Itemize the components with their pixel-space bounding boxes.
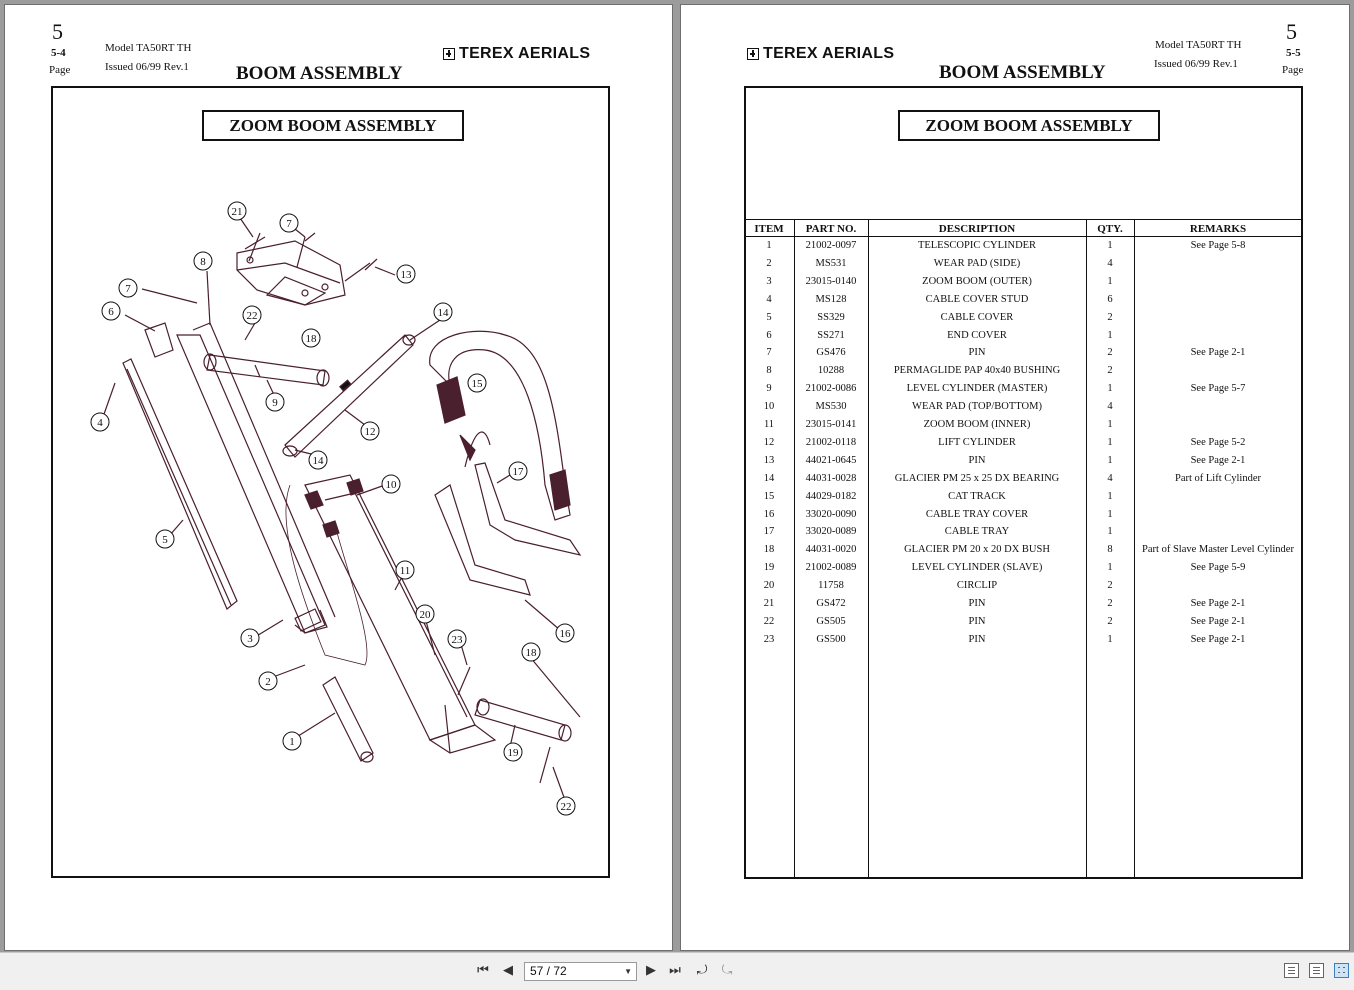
diagram-lines bbox=[103, 218, 580, 800]
cell-description: LIFT CYLINDER bbox=[938, 436, 1016, 448]
svg-text:13: 13 bbox=[400, 269, 412, 281]
cell-part-no: 44031-0020 bbox=[805, 544, 857, 556]
cell-remarks: See Page 5-2 bbox=[1190, 436, 1246, 448]
drawing-title-box: ZOOM BOOM ASSEMBLY bbox=[202, 110, 464, 141]
cell-item: 3 bbox=[766, 275, 772, 287]
cell-description: CABLE TRAY COVER bbox=[925, 508, 1029, 520]
callout-7b bbox=[119, 279, 137, 297]
single-page-view-button[interactable] bbox=[1284, 963, 1299, 978]
callout-18b bbox=[522, 643, 540, 661]
cell-qty: 2 bbox=[1107, 598, 1113, 609]
rotate-counterclockwise-button[interactable]: ⤿ bbox=[721, 963, 733, 978]
svg-text:3: 3 bbox=[247, 633, 253, 645]
brand-logo: TEREX AERIALS bbox=[747, 45, 894, 63]
cell-item: 13 bbox=[763, 454, 775, 466]
cell-qty: 1 bbox=[1107, 383, 1113, 395]
lift-cylinder bbox=[285, 335, 413, 457]
callout-21 bbox=[228, 202, 246, 220]
header-item: ITEM bbox=[754, 223, 784, 235]
callout-8 bbox=[194, 252, 212, 270]
cell-description: GLACIER PM 25 x 25 DX BEARING bbox=[894, 472, 1060, 484]
page-number: 5-4 bbox=[51, 47, 66, 59]
cell-description: CABLE TRAY bbox=[944, 526, 1010, 538]
cell-part-no: GS472 bbox=[816, 598, 846, 609]
cell-remarks: See Page 2-1 bbox=[1190, 347, 1246, 359]
page-word: Page bbox=[49, 64, 71, 76]
cell-qty: 1 bbox=[1107, 508, 1113, 520]
callout-22b bbox=[557, 797, 575, 815]
cell-part-no: MS530 bbox=[815, 401, 847, 413]
cell-description: ZOOM BOOM (OUTER) bbox=[922, 275, 1032, 287]
table-row bbox=[744, 470, 1302, 488]
cell-qty: 1 bbox=[1107, 275, 1113, 287]
terex-logo-icon bbox=[747, 48, 759, 60]
cell-qty: 1 bbox=[1107, 419, 1113, 430]
callout-15 bbox=[468, 374, 486, 392]
cell-part-no: GS500 bbox=[816, 633, 846, 645]
brand-logo: TEREX AERIALS bbox=[443, 45, 590, 63]
svg-text:18: 18 bbox=[305, 333, 317, 345]
issued-label: Issued 06/99 Rev.1 bbox=[1154, 58, 1238, 70]
table-row bbox=[744, 327, 1302, 345]
svg-text:10: 10 bbox=[385, 479, 397, 491]
callout-7 bbox=[280, 214, 298, 232]
cell-qty: 8 bbox=[1107, 544, 1113, 556]
callout-18 bbox=[302, 329, 320, 347]
cell-part-no: GS476 bbox=[816, 347, 846, 359]
cell-qty: 2 bbox=[1107, 311, 1113, 323]
cell-part-no: 23015-0141 bbox=[805, 419, 857, 430]
cell-remarks: Part of Lift Cylinder bbox=[1174, 472, 1262, 484]
cell-item: 8 bbox=[766, 365, 772, 377]
cell-part-no: 10288 bbox=[817, 365, 845, 377]
cell-part-no: MS531 bbox=[815, 257, 847, 269]
table-row bbox=[744, 613, 1302, 631]
cat-track bbox=[430, 331, 570, 520]
cell-part-no: 21002-0118 bbox=[805, 436, 857, 448]
svg-text:1: 1 bbox=[289, 736, 295, 748]
cell-qty: 4 bbox=[1107, 472, 1113, 484]
cell-part-no: SS329 bbox=[817, 311, 845, 323]
table-row bbox=[744, 559, 1302, 577]
callout-5 bbox=[156, 530, 174, 548]
cell-description: CAT TRACK bbox=[948, 490, 1006, 502]
navigation-toolbar bbox=[0, 952, 1354, 990]
header-qty: QTY. bbox=[1097, 223, 1123, 235]
page-number-input[interactable] bbox=[524, 962, 637, 981]
svg-text:11: 11 bbox=[399, 565, 411, 577]
svg-text:21: 21 bbox=[231, 206, 243, 218]
svg-text:17: 17 bbox=[512, 466, 524, 478]
cell-qty: 2 bbox=[1107, 580, 1113, 592]
table-row bbox=[744, 631, 1302, 649]
table-row bbox=[744, 237, 1302, 255]
cell-qty: 4 bbox=[1107, 401, 1113, 413]
section-title: BOOM ASSEMBLY bbox=[939, 62, 1106, 83]
cell-part-no: 11758 bbox=[818, 580, 844, 592]
cell-part-no: 23015-0140 bbox=[805, 275, 857, 287]
svg-text:7: 7 bbox=[286, 218, 292, 230]
cell-description: PIN bbox=[968, 454, 986, 466]
table-row bbox=[744, 344, 1302, 362]
header-part-no: PART NO. bbox=[805, 223, 857, 235]
cell-qty: 1 bbox=[1107, 562, 1113, 574]
cell-part-no: 44029-0182 bbox=[805, 490, 857, 502]
callout-6 bbox=[102, 302, 120, 320]
cell-remarks: Part of Slave Master Level Cylinder bbox=[1142, 544, 1294, 556]
callout-23 bbox=[448, 630, 466, 648]
callout-11 bbox=[396, 561, 414, 579]
cell-remarks: See Page 5-9 bbox=[1190, 562, 1246, 574]
cell-description: WEAR PAD (TOP/BOTTOM) bbox=[912, 401, 1042, 413]
cell-item: 17 bbox=[763, 526, 775, 538]
pdf-page-left bbox=[4, 4, 673, 951]
exploded-parts-diagram bbox=[5, 5, 673, 951]
svg-text:5: 5 bbox=[162, 534, 168, 546]
svg-text:7: 7 bbox=[125, 283, 131, 295]
svg-text:12: 12 bbox=[364, 426, 376, 438]
cell-qty: 1 bbox=[1107, 490, 1113, 502]
cell-item: 6 bbox=[766, 329, 772, 341]
cell-item: 2 bbox=[766, 257, 772, 269]
cell-description: PIN bbox=[968, 347, 986, 359]
cell-item: 7 bbox=[766, 347, 772, 359]
cell-item: 1 bbox=[766, 240, 772, 251]
table-row bbox=[744, 309, 1302, 327]
two-page-view-button[interactable] bbox=[1334, 963, 1349, 978]
cell-part-no: 44021-0645 bbox=[805, 454, 857, 466]
last-page-button[interactable]: ⏭ bbox=[669, 963, 681, 978]
rotate-clockwise-button[interactable]: ⤾ bbox=[696, 963, 708, 978]
cable-cover bbox=[123, 359, 237, 609]
telescopic-cylinder bbox=[323, 677, 373, 761]
cell-item: 15 bbox=[763, 490, 775, 502]
table-row bbox=[744, 523, 1302, 541]
callout-14b bbox=[309, 451, 327, 469]
cell-item: 10 bbox=[763, 401, 775, 413]
callout-22 bbox=[243, 306, 261, 324]
table-row bbox=[744, 506, 1302, 524]
model-label: Model TA50RT TH bbox=[105, 42, 192, 54]
callout-3 bbox=[241, 629, 259, 647]
callout-4 bbox=[91, 413, 109, 431]
cell-part-no: 44031-0028 bbox=[805, 472, 857, 484]
cell-description: WEAR PAD (SIDE) bbox=[933, 257, 1021, 269]
svg-text:22: 22 bbox=[246, 310, 258, 322]
svg-text:15: 15 bbox=[471, 378, 483, 390]
cell-qty: 1 bbox=[1107, 329, 1113, 341]
previous-page-button[interactable]: ◀ bbox=[503, 963, 513, 978]
cell-qty: 1 bbox=[1107, 454, 1113, 466]
cell-remarks: See Page 2-1 bbox=[1190, 454, 1246, 466]
chevron-down-icon[interactable]: ▼ bbox=[624, 967, 632, 976]
cell-item: 9 bbox=[766, 383, 772, 395]
callout-19 bbox=[504, 743, 522, 761]
cell-qty: 6 bbox=[1107, 293, 1113, 305]
cell-part-no: SS271 bbox=[817, 329, 845, 341]
cell-qty: 4 bbox=[1107, 257, 1113, 269]
cell-qty: 2 bbox=[1107, 615, 1113, 627]
callout-10 bbox=[382, 475, 400, 493]
cell-part-no: 21002-0089 bbox=[805, 562, 857, 574]
cell-item: 22 bbox=[763, 615, 775, 627]
cell-part-no: GS505 bbox=[816, 615, 846, 627]
first-page-button[interactable]: ⏮ bbox=[477, 963, 489, 978]
section-title: BOOM ASSEMBLY bbox=[236, 63, 403, 84]
callout-17 bbox=[509, 462, 527, 480]
cell-item: 14 bbox=[763, 472, 775, 484]
svg-text:9: 9 bbox=[272, 397, 278, 409]
svg-text:14: 14 bbox=[312, 455, 324, 467]
cell-part-no: 33020-0090 bbox=[805, 508, 857, 520]
level-cylinder-master bbox=[207, 355, 325, 385]
callout-13 bbox=[397, 265, 415, 283]
cell-qty: 1 bbox=[1107, 633, 1113, 645]
callout-9 bbox=[266, 393, 284, 411]
table-header bbox=[744, 219, 1302, 237]
table-row bbox=[744, 488, 1302, 506]
table-row bbox=[744, 291, 1302, 309]
svg-text:16: 16 bbox=[559, 628, 571, 640]
cell-description: CIRCLIP bbox=[956, 580, 998, 592]
cell-remarks: See Page 5-7 bbox=[1190, 383, 1246, 395]
table-row bbox=[744, 434, 1302, 452]
cell-remarks: See Page 2-1 bbox=[1190, 615, 1246, 627]
table-row bbox=[744, 452, 1302, 470]
cell-description: GLACIER PM 20 x 20 DX BUSH bbox=[904, 544, 1050, 556]
chapter-number: 5 bbox=[1286, 19, 1297, 44]
callout-16 bbox=[556, 624, 574, 642]
table-row bbox=[744, 398, 1302, 416]
cell-item: 12 bbox=[763, 436, 775, 448]
cell-remarks: See Page 2-1 bbox=[1190, 633, 1246, 645]
cell-description: CABLE COVER STUD bbox=[925, 293, 1029, 305]
cell-item: 18 bbox=[763, 544, 775, 556]
cell-item: 20 bbox=[763, 580, 775, 592]
cell-qty: 1 bbox=[1107, 240, 1113, 251]
callout-20 bbox=[416, 605, 434, 623]
cell-part-no: MS128 bbox=[815, 293, 847, 305]
svg-text:8: 8 bbox=[200, 256, 206, 268]
cell-description: PIN bbox=[968, 633, 986, 645]
cell-description: END COVER bbox=[947, 329, 1007, 341]
table-row bbox=[744, 362, 1302, 380]
cell-qty: 2 bbox=[1107, 347, 1113, 359]
svg-text:23: 23 bbox=[451, 634, 463, 646]
table-row bbox=[744, 541, 1302, 559]
cell-part-no: 21002-0097 bbox=[805, 240, 857, 251]
callout-12 bbox=[361, 422, 379, 440]
header-description: DESCRIPTION bbox=[938, 223, 1016, 235]
svg-text:22: 22 bbox=[560, 801, 572, 813]
cell-item: 11 bbox=[763, 419, 775, 430]
cell-item: 19 bbox=[763, 562, 775, 574]
cell-description: LEVEL CYLINDER (MASTER) bbox=[906, 383, 1048, 395]
cell-part-no: 21002-0086 bbox=[805, 383, 857, 395]
table-row bbox=[744, 380, 1302, 398]
callout-14 bbox=[434, 303, 452, 321]
cell-description: TELESCOPIC CYLINDER bbox=[917, 240, 1037, 251]
svg-text:14: 14 bbox=[437, 307, 449, 319]
table-title-box: ZOOM BOOM ASSEMBLY bbox=[898, 110, 1160, 141]
model-label: Model TA50RT TH bbox=[1155, 39, 1242, 51]
outer-boom bbox=[177, 335, 325, 633]
chapter-number: 5 bbox=[52, 19, 63, 44]
header-remarks: REMARKS bbox=[1189, 223, 1247, 235]
cell-description: PIN bbox=[968, 598, 986, 609]
table-row bbox=[744, 577, 1302, 595]
cell-remarks: See Page 5-8 bbox=[1190, 240, 1246, 251]
svg-text:20: 20 bbox=[419, 609, 431, 621]
cell-description: ZOOM BOOM (INNER) bbox=[923, 419, 1031, 430]
table-row bbox=[744, 273, 1302, 291]
page-number: 5-5 bbox=[1286, 47, 1301, 59]
cell-description: CABLE COVER bbox=[940, 311, 1014, 323]
cell-item: 23 bbox=[763, 633, 775, 645]
cell-item: 4 bbox=[766, 293, 772, 305]
callout-1 bbox=[283, 732, 301, 750]
cell-item: 16 bbox=[763, 508, 775, 520]
callout-2 bbox=[259, 672, 277, 690]
svg-text:18: 18 bbox=[525, 647, 537, 659]
svg-text:4: 4 bbox=[97, 417, 103, 429]
continuous-view-button[interactable] bbox=[1309, 963, 1324, 978]
cell-qty: 1 bbox=[1107, 526, 1113, 538]
svg-text:19: 19 bbox=[507, 747, 519, 759]
svg-text:6: 6 bbox=[108, 306, 114, 318]
cell-item: 5 bbox=[766, 311, 772, 323]
issued-label: Issued 06/99 Rev.1 bbox=[105, 61, 189, 73]
cell-part-no: 33020-0089 bbox=[805, 526, 857, 538]
page-indicator-text: 57 / 72 bbox=[530, 964, 567, 978]
table-row bbox=[744, 416, 1302, 434]
cell-remarks: See Page 2-1 bbox=[1190, 598, 1246, 609]
page-word: Page bbox=[1282, 64, 1304, 76]
next-page-button[interactable]: ▶ bbox=[646, 963, 656, 978]
cell-item: 21 bbox=[763, 598, 775, 609]
cell-description: LEVEL CYLINDER (SLAVE) bbox=[911, 562, 1043, 574]
table-row bbox=[744, 255, 1302, 273]
cell-qty: 1 bbox=[1107, 436, 1113, 448]
cell-description: PERMAGLIDE PAP 40x40 BUSHING bbox=[893, 365, 1061, 377]
table-row bbox=[744, 595, 1302, 613]
cell-description: PIN bbox=[968, 615, 986, 627]
svg-text:2: 2 bbox=[265, 676, 271, 688]
cell-qty: 2 bbox=[1107, 365, 1113, 377]
